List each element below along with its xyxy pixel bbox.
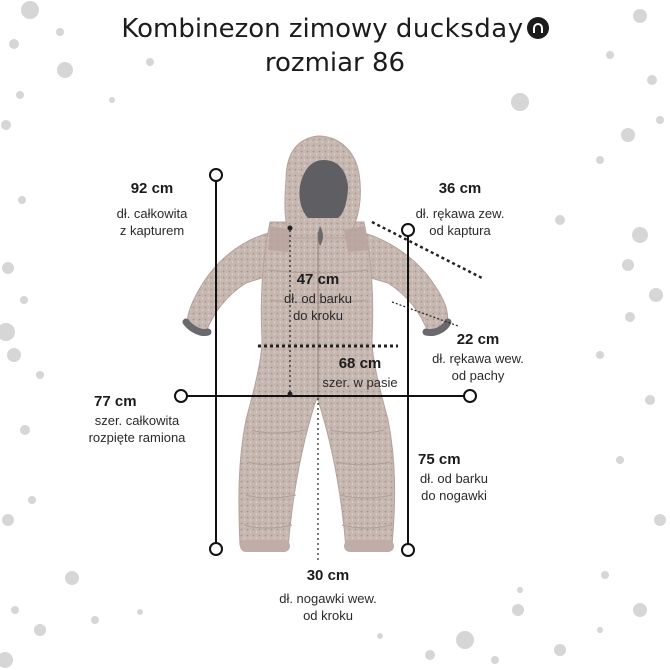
size-title: rozmiar 86 [264,48,406,78]
label-shoulder-crotch: 47 cm dł. od barku do kroku [284,271,352,323]
measure-endpoint [402,544,414,556]
label-inseam: 30 cm dł. nogawki wew. od kroku [279,567,377,623]
measure-endpoint [464,390,476,402]
brand-name: ducksday [395,14,524,44]
label-total-length: 92 cm dł. całkowita z kapturem [116,180,188,238]
product-title: Kombinezon zimowy [121,14,388,44]
label-waist-width: 68 cm szer. w pasie [322,355,398,390]
label-sleeve-inner: 22 cm dł. rękawa wew. od pachy [432,331,524,383]
label-shoulder-leg: 75 cm dł. od barku do nogawki [418,451,488,503]
label-total-width: 77 cm szer. całkowita rozpięte ramiona [88,393,186,445]
label-sleeve-outer: 36 cm dł. rękawa zew. od kaptura [415,180,505,238]
measure-endpoint [210,543,222,555]
measure-endpoint [210,169,222,181]
